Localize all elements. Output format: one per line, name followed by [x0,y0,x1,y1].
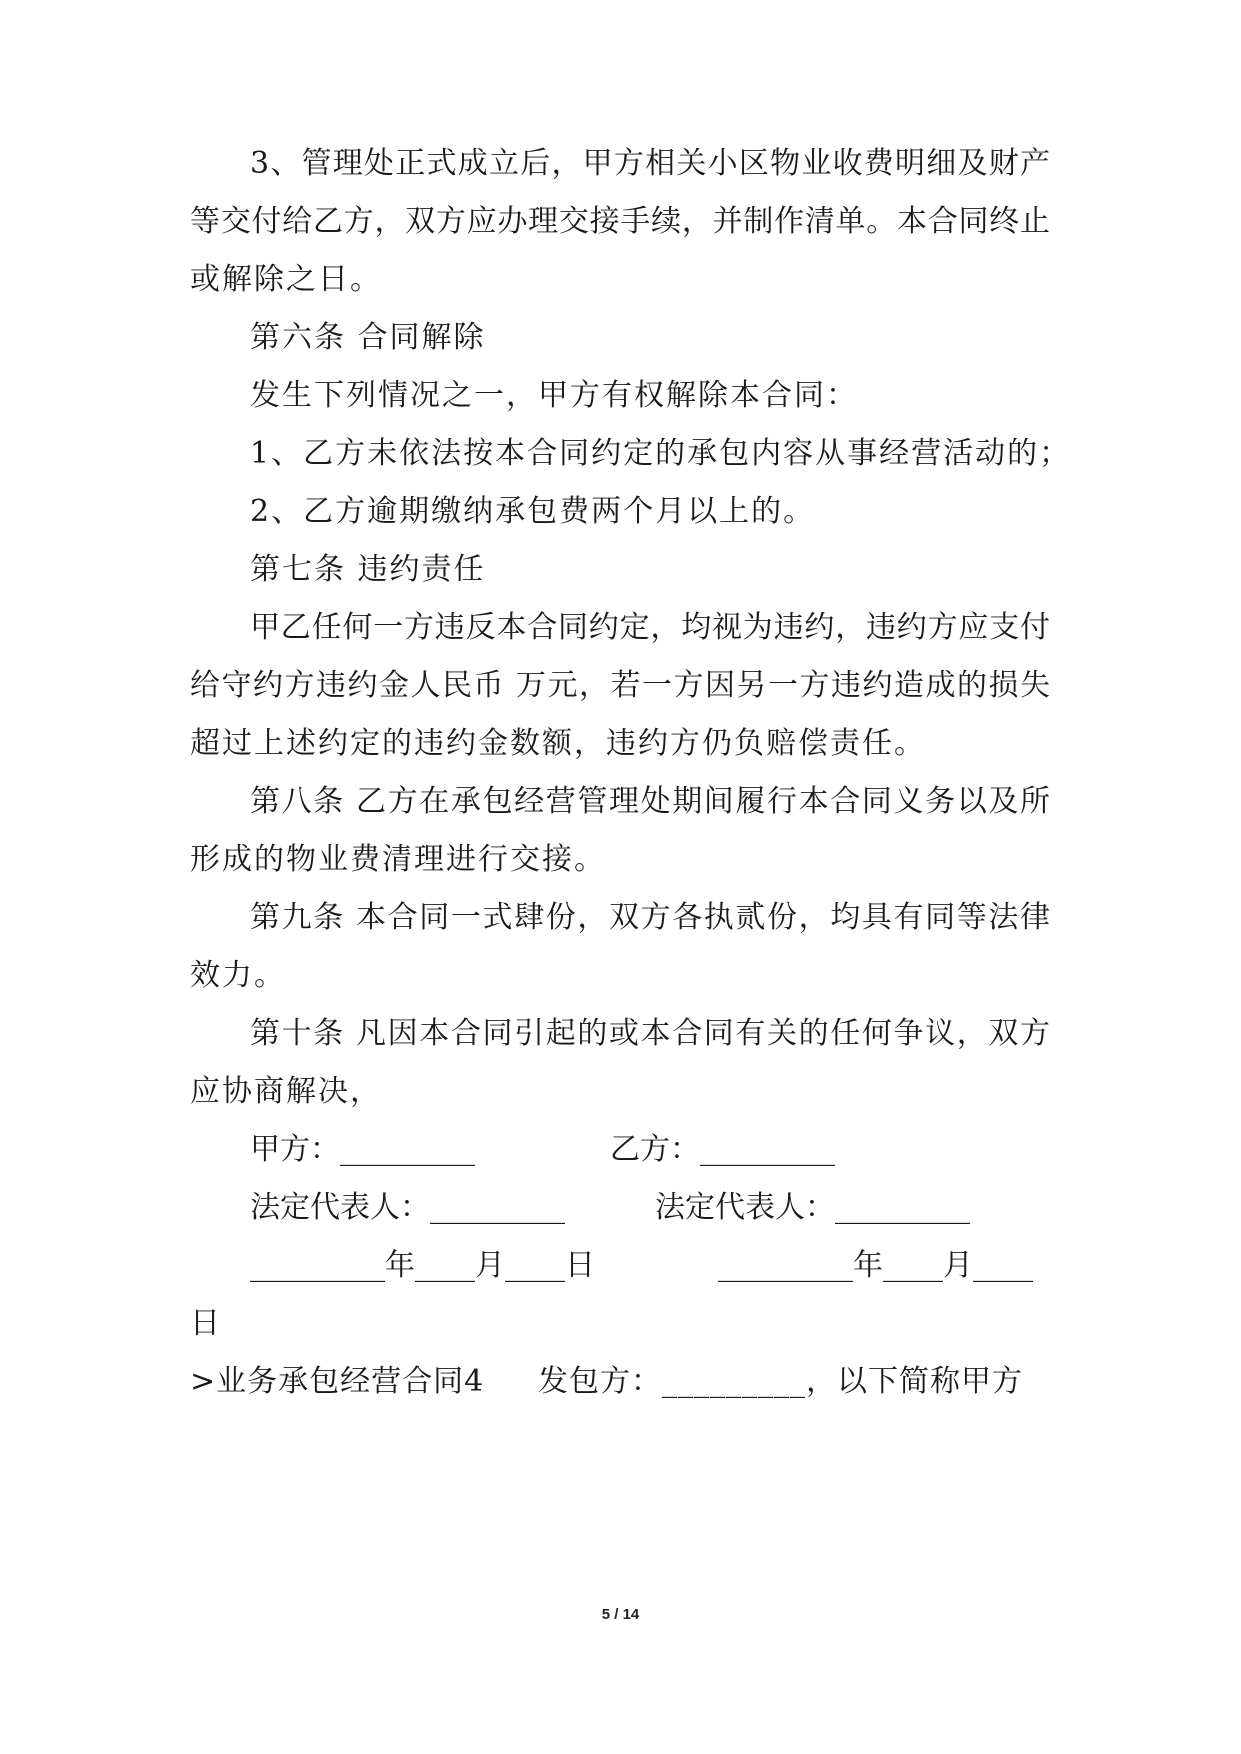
paragraph-line: 效力。 [190,958,286,993]
paragraph-line: 第八条 乙方在承包经营管理处期间履行本合同义务以及所 [250,784,1050,819]
paragraph-line: 第十条 凡因本合同引起的或本合同有关的任何争议，双方 [250,1016,1050,1051]
paragraph-line: 甲乙任何一方违反本合同约定，均视为违约，违约方应支付 [250,610,1050,645]
list-item: 1、乙方未依法按本合同约定的承包内容从事经营活动的； [250,436,1072,471]
paragraph-line: 给守约方违约金人民币 万元，若一方因另一方违约造成的损失 [190,668,1050,703]
party-a-representative: 法定代表人：_________ [250,1190,565,1225]
article-heading: 第六条 合同解除 [250,320,486,355]
next-section-title: >业务承包经营合同4 [190,1364,485,1399]
party-b-representative: 法定代表人：_________ [655,1190,970,1225]
next-section-line: 发包方：_________，以下简称甲方 [538,1364,1023,1399]
paragraph-line: 等交付给乙方，双方应办理交接手续，并制作清单。本合同终止 [190,204,1050,239]
paragraph-line: 第九条 本合同一式肆份，双方各执贰份，均具有同等法律 [250,900,1050,935]
paragraph-line: 3、管理处正式成立后，甲方相关小区物业收费明细及财产 [250,146,1050,181]
page-number: 5 / 14 [601,1606,640,1623]
party-b-date: _________年____月____ [718,1248,1033,1283]
paragraph-line: 或解除之日。 [190,262,382,297]
party-b-signature: 乙方：_________ [610,1132,835,1167]
party-a-signature: 甲方：_________ [250,1132,475,1167]
party-a-date: _________年____月____日 [250,1248,595,1283]
paragraph-line: 形成的物业费清理进行交接。 [190,842,606,877]
article-heading: 第七条 违约责任 [250,552,486,587]
paragraph-line: 发生下列情况之一，甲方有权解除本合同： [250,378,858,413]
paragraph-line: 超过上述约定的违约金数额，违约方仍负赔偿责任。 [190,726,926,761]
paragraph-line: 应协商解决， [190,1074,382,1109]
party-b-date-tail: 日 [190,1306,220,1341]
list-item: 2、乙方逾期缴纳承包费两个月以上的。 [250,494,816,529]
